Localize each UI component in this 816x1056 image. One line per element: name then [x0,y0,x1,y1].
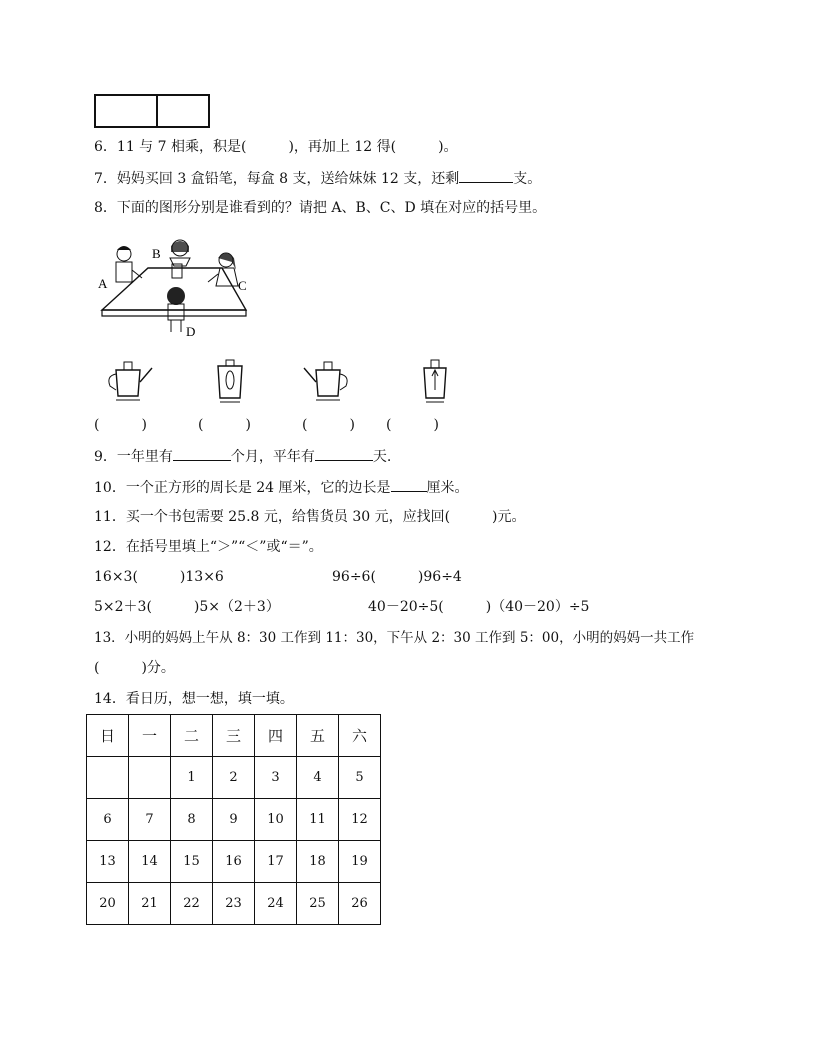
question-9-text-3: 天. [372,449,392,465]
weekday-header: 四 [255,715,297,757]
question-7-text: 7．妈妈买回 3 盒铅笔，每盒 8 支，送给妹妹 12 支，还剩 [94,171,460,187]
answer-box[interactable] [156,94,210,128]
teapot-view-2 [218,360,242,402]
answer-blank[interactable] [315,446,373,461]
calendar-day: 23 [213,883,255,925]
calendar-day: 14 [129,841,171,883]
answer-blank[interactable] [391,477,427,492]
calendar-day: 8 [171,799,213,841]
calendar-day: 19 [339,841,381,883]
weekday-header: 日 [87,715,129,757]
question-9 [94,446,391,467]
calendar-day: 15 [171,841,213,883]
question-9-text-1: 9．一年里有 [94,449,173,465]
question-14: 14．看日历，想一想，填一填。 [94,691,294,707]
question-12-item-d: 40－20÷5( )（40－20）÷5 [368,599,590,615]
question-12-item-b: 96÷6( )96÷4 [332,569,462,585]
answer-paren-2[interactable]: ( ) [198,417,251,433]
calendar-day: 18 [297,841,339,883]
calendar-week-row [87,883,381,925]
weekday-header: 二 [171,715,213,757]
question-7 [94,168,541,189]
label-a: A [98,276,108,291]
question-10-unit: 厘米。 [426,480,469,496]
weekday-header: 五 [297,715,339,757]
question-7-unit: 支。 [513,171,542,187]
calendar-header-row [87,715,381,757]
calendar-day: 1 [171,757,213,799]
question-13: 13．小明的妈妈上午从 8：30 工作到 11：30，下午从 2：30 工作到 5：00，小明的妈妈一共工作 [94,630,695,646]
calendar-day: 16 [213,841,255,883]
calendar-day: 12 [339,799,381,841]
calendar-day: 21 [129,883,171,925]
calendar-table [86,714,381,925]
teapot-view-3 [304,362,347,400]
calendar-day [129,757,171,799]
answer-paren-1[interactable]: ( ) [94,417,147,433]
calendar-day: 26 [339,883,381,925]
question-11: 11．买一个书包需要 25.8 元，给售货员 30 元，应找回( )元。 [94,509,526,525]
calendar-day: 6 [87,799,129,841]
label-c: C [238,278,247,293]
calendar-day: 9 [213,799,255,841]
label-b: B [152,246,161,261]
weekday-header: 六 [339,715,381,757]
calendar-day: 4 [297,757,339,799]
calendar-day: 10 [255,799,297,841]
answer-boxes [94,94,210,128]
calendar-day: 11 [297,799,339,841]
weekday-header: 一 [129,715,171,757]
calendar-day: 2 [213,757,255,799]
calendar-day: 3 [255,757,297,799]
question-10-text: 10．一个正方形的周长是 24 厘米，它的边长是 [94,480,391,496]
question-12: 12．在括号里填上“＞”“＜”或“＝”。 [94,539,323,555]
answer-box[interactable] [94,94,158,128]
question-13-answer: ( )分。 [94,660,175,676]
answer-paren-4[interactable]: ( ) [386,417,439,433]
label-d: D [186,324,196,339]
calendar-day: 17 [255,841,297,883]
calendar-day: 7 [129,799,171,841]
weekday-header: 三 [213,715,255,757]
table-scene-illustration [96,236,256,344]
question-8: 8．下面的图形分别是谁看到的？请把 A、B、C、D 填在对应的括号里。 [94,200,547,216]
answer-blank[interactable] [173,446,231,461]
calendar-week-row [87,757,381,799]
question-6: 6．11 与 7 相乘，积是( )，再加上 12 得( )。 [94,139,458,155]
question-12-item-a: 16×3( )13×6 [94,569,224,585]
question-12-item-c: 5×2＋3( )5×（2＋3） [94,599,280,615]
teapot-view-4 [424,360,446,402]
calendar-day: 5 [339,757,381,799]
answer-blank[interactable] [459,168,513,183]
calendar-week-row [87,799,381,841]
calendar-day: 22 [171,883,213,925]
calendar-week-row [87,841,381,883]
calendar-day: 24 [255,883,297,925]
question-10 [94,477,469,498]
calendar-day: 20 [87,883,129,925]
answer-paren-3[interactable]: ( ) [302,417,355,433]
calendar-day [87,757,129,799]
calendar-day: 25 [297,883,339,925]
teapot-views [96,356,466,406]
question-9-text-2: 个月，平年有 [230,449,315,465]
calendar-day: 13 [87,841,129,883]
teapot-view-1 [109,362,152,400]
